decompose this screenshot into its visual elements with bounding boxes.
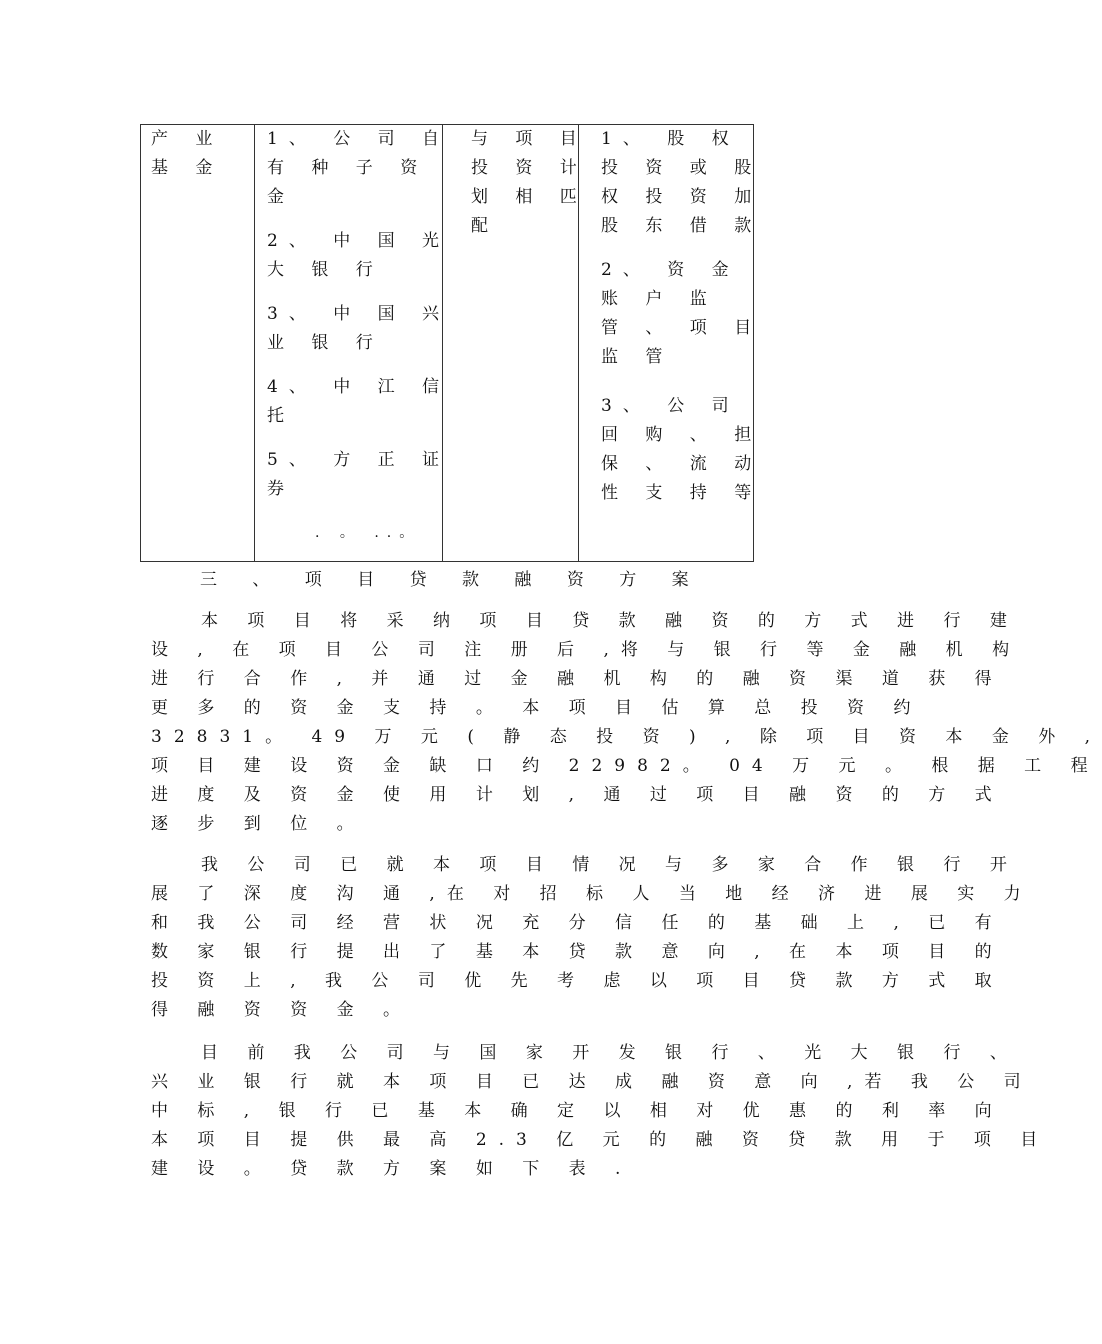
text-line: 目 前 我 公 司 与 国 家 开 发 银 行 、 光 大 银 行 、 bbox=[201, 1043, 1019, 1063]
cell-line: 有 种 子 资 bbox=[267, 158, 429, 178]
cell-line: 1、 公 司 自 bbox=[267, 129, 451, 149]
cell-line: 基 金 bbox=[151, 158, 224, 178]
text-line: 得 融 资 资 金 。 bbox=[151, 1000, 413, 1020]
text-line: 兴 业 银 行 就 本 项 目 已 达 成 融 资 意 向 ,若 我 公 司 bbox=[151, 1072, 1033, 1092]
source-item bbox=[267, 227, 450, 285]
paragraph bbox=[151, 851, 1033, 1025]
table-cell-matching bbox=[471, 125, 588, 241]
cell-line: 回 购 、 担 bbox=[601, 425, 763, 445]
cell-line: 管 、 项 目 bbox=[601, 318, 763, 338]
table-cell-fund-type bbox=[151, 125, 223, 183]
text-line: 项 目 建 设 资 金 缺 口 约 22982。 04 万 元 。 根 据 工 程 bbox=[151, 756, 1100, 776]
column-divider bbox=[254, 125, 255, 561]
method-item bbox=[601, 392, 762, 508]
cell-line: 4、 中 江 信 bbox=[267, 377, 451, 397]
funding-table bbox=[140, 124, 763, 562]
cell-line: 券 bbox=[267, 479, 295, 499]
cell-line: 3、 公 司 bbox=[601, 396, 740, 416]
cell-line: 划 相 匹 bbox=[471, 187, 588, 207]
text-line: 建 设 。 贷 款 方 案 如 下 表 . bbox=[151, 1159, 633, 1179]
text-line: 逐 步 到 位 。 bbox=[151, 814, 366, 834]
cell-line: 权 投 资 加 bbox=[601, 187, 763, 207]
text-line: 投 资 上 , 我 公 司 优 先 考 虑 以 项 目 贷 款 方 式 取 bbox=[151, 971, 1004, 991]
cell-line: 产 业 bbox=[151, 129, 224, 149]
cell-line: 性 支 持 等 bbox=[601, 483, 763, 503]
source-item bbox=[267, 125, 450, 212]
paragraph bbox=[151, 607, 1102, 839]
section-heading: 三 、 项 目 贷 款 融 资 方 案 bbox=[200, 570, 704, 590]
text-line: 进 度 及 资 金 使 用 计 划 , 通 过 项 目 融 资 的 方 式 bbox=[151, 785, 1004, 805]
table-cell-fund-methods bbox=[601, 125, 762, 523]
method-item bbox=[601, 125, 762, 241]
text-line: 本 项 目 提 供 最 高 2.3 亿 元 的 融 资 贷 款 用 于 项 目 bbox=[151, 1130, 1050, 1150]
cell-line: 业 银 行 bbox=[267, 333, 384, 353]
text-line: 32831。 49 万 元 ( 静 态 投 资 ) , 除 项 目 资 本 金 外 , bbox=[151, 727, 1102, 747]
table-cell-fund-sources bbox=[267, 125, 450, 548]
text-line: 进 行 合 作 , 并 通 过 金 融 机 构 的 融 资 渠 道 获 得 bbox=[151, 669, 1004, 689]
cell-line: 股 东 借 款 bbox=[601, 216, 763, 236]
text-line: 更 多 的 资 金 支 持 。 本 项 目 估 算 总 投 资 约 bbox=[151, 698, 923, 718]
text-line: 中 标 , 银 行 已 基 本 确 定 以 相 对 优 惠 的 利 率 向 bbox=[151, 1101, 1004, 1121]
text-line: 我 公 司 已 就 本 项 目 情 况 与 多 家 合 作 银 行 开 bbox=[201, 855, 1019, 875]
paragraph bbox=[151, 1039, 1049, 1184]
text-line: 本 项 目 将 采 纳 项 目 贷 款 融 资 的 方 式 进 行 建 bbox=[201, 611, 1019, 631]
cell-line: 5、 方 正 证 bbox=[267, 450, 451, 470]
cell-line: 账 户 监 bbox=[601, 289, 718, 309]
source-item bbox=[267, 446, 450, 504]
ellipsis: . 。 ..。 bbox=[315, 525, 422, 541]
text-line: 和 我 公 司 经 营 状 况 充 分 信 任 的 基 础 上 , 已 有 bbox=[151, 913, 1004, 933]
cell-line: 保 、 流 动 bbox=[601, 454, 763, 474]
source-item bbox=[267, 300, 450, 358]
text-line: 展 了 深 度 沟 通 ,在 对 招 标 人 当 地 经 济 进 展 实 力 bbox=[151, 884, 1033, 904]
cell-line: 大 银 行 bbox=[267, 260, 384, 280]
cell-line: 3、 中 国 兴 bbox=[267, 304, 451, 324]
cell-line: 配 bbox=[471, 216, 499, 236]
cell-line: 2、 资 金 bbox=[601, 260, 740, 280]
cell-line: 投 资 或 股 bbox=[601, 158, 763, 178]
cell-line: 1、 股 权 bbox=[601, 129, 740, 149]
cell-line: 投 资 计 bbox=[471, 158, 588, 178]
source-item bbox=[267, 373, 450, 431]
cell-line: 2、 中 国 光 bbox=[267, 231, 451, 251]
cell-line: 金 bbox=[267, 187, 295, 207]
method-item bbox=[601, 256, 762, 372]
cell-line: 监 管 bbox=[601, 347, 674, 367]
cell-line: 托 bbox=[267, 406, 295, 426]
text-line: 设 , 在 项 目 公 司 注 册 后 ,将 与 银 行 等 金 融 机 构 bbox=[151, 640, 1022, 660]
text-line: 数 家 银 行 提 出 了 基 本 贷 款 意 向 , 在 本 项 目 的 bbox=[151, 942, 1004, 962]
cell-line: 与 项 目 bbox=[471, 129, 588, 149]
